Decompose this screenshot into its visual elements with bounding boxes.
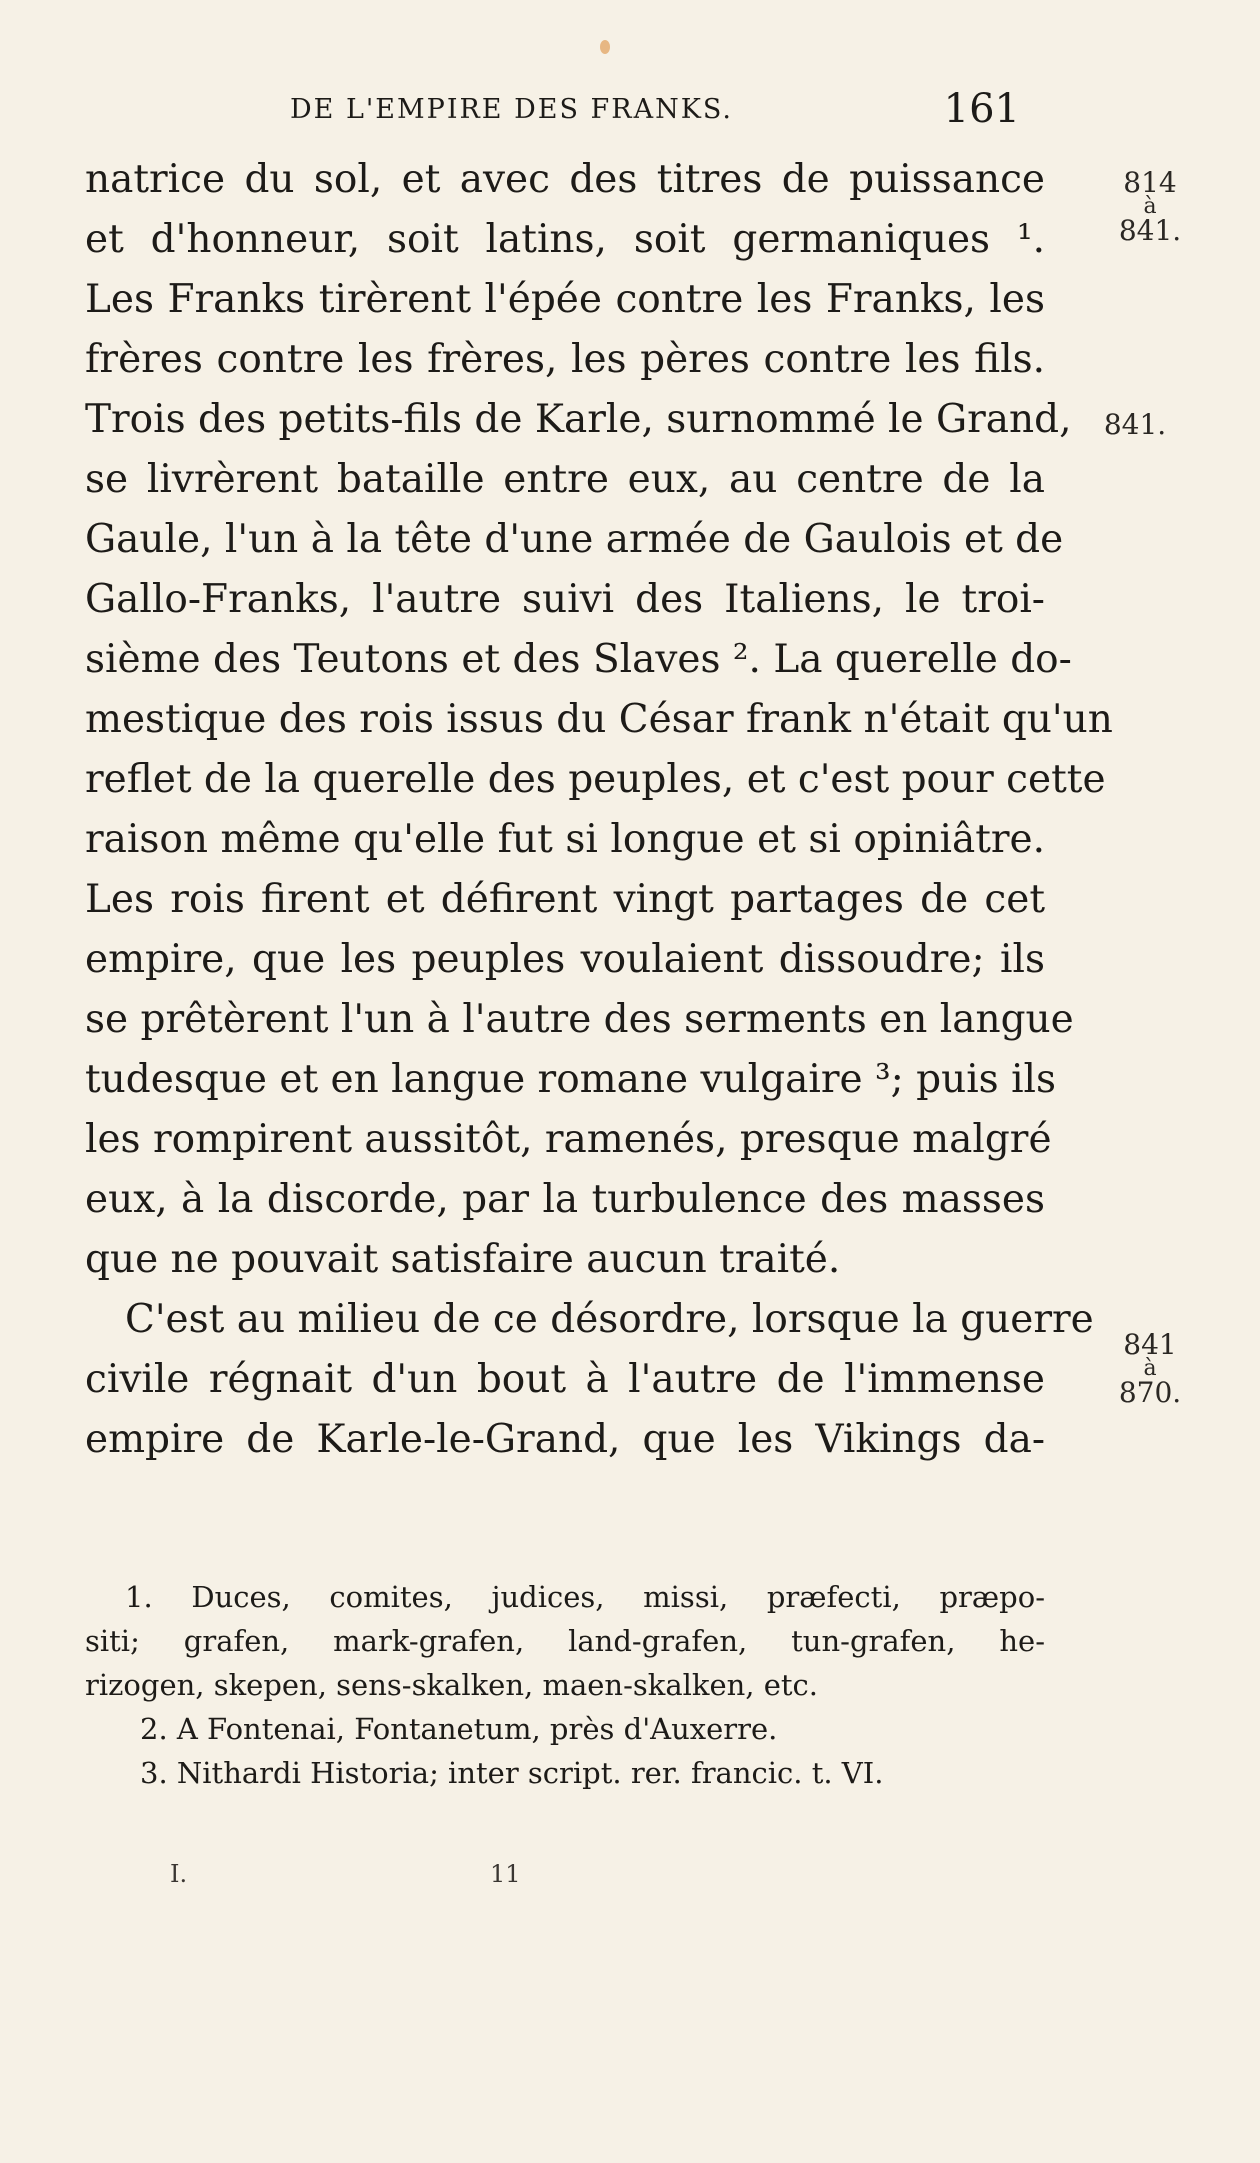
margin-date-start: 841: [1123, 1328, 1177, 1361]
ink-stain: [600, 40, 610, 54]
text-line: frères contre les frères, les pères contre les fils.: [85, 337, 1045, 382]
text-line: Gallo-Franks, l'autre suivi des Italiens, le troi-: [85, 577, 1045, 622]
running-title: DE L'EMPIRE DES FRANKS.: [290, 94, 734, 125]
signature-left: I.: [170, 1860, 188, 1888]
signature-right: 11: [490, 1860, 521, 1888]
text-line: raison même qu'elle fut si longue et si opiniâtre.: [85, 817, 1045, 862]
text-line: mestique des rois issus du César frank n'était qu'un: [85, 697, 1113, 742]
footnotes: [85, 1575, 1045, 1795]
body-text: [85, 150, 1113, 1470]
signature-marks: [85, 1860, 1045, 1900]
page-number: 161: [943, 86, 1020, 132]
text-line: et d'honneur, soit latins, soit germaniques ¹.: [85, 217, 1045, 262]
text-line: Les rois firent et défirent vingt partages de cet: [85, 877, 1045, 922]
margin-date-end: 870.: [1118, 1376, 1182, 1409]
text-line: reflet de la querelle des peuples, et c'est pour cette: [85, 757, 1106, 802]
text-line: C'est au milieu de ce désordre, lorsque la guerre: [125, 1297, 1094, 1342]
text-line: Gaule, l'un à la tête d'une armée de Gaulois et de: [85, 517, 1064, 562]
margin-date-sep: à: [1143, 194, 1157, 219]
margin-date-start: 814: [1123, 166, 1177, 199]
text-line: se prêtèrent l'un à l'autre des serments en langue: [85, 997, 1074, 1042]
text-line: que ne pouvait satisfaire aucun traité.: [85, 1237, 841, 1282]
text-line: Les Franks tirèrent l'épée contre les Franks, les: [85, 277, 1045, 322]
text-line: les rompirent aussitôt, ramenés, presque malgré: [85, 1117, 1052, 1162]
margin-date-end: 841.: [1118, 214, 1182, 247]
text-line: natrice du sol, et avec des titres de puissance: [85, 157, 1045, 202]
margin-date-single: 841.: [1103, 408, 1167, 441]
footnote-line: rizogen, skepen, sens-skalken, maen-skalken, etc.: [85, 1668, 819, 1702]
margin-date-sep: à: [1143, 1356, 1157, 1381]
text-line: sième des Teutons et des Slaves ². La querelle do-: [85, 637, 1072, 682]
margin-date-range: [1105, 168, 1195, 246]
text-line: se livrèrent bataille entre eux, au centre de la: [85, 457, 1045, 502]
margin-date: [1090, 410, 1180, 440]
text-line: empire, que les peuples voulaient dissoudre; ils: [85, 937, 1045, 982]
text-line: empire de Karle-le-Grand, que les Vikings da-: [85, 1417, 1045, 1462]
text-line: civile régnait d'un bout à l'autre de l'immense: [85, 1357, 1045, 1402]
footnote-line: 2. A Fontenai, Fontanetum, près d'Auxerre.: [140, 1712, 778, 1746]
page-header: [190, 86, 1020, 136]
footnote-line: 3. Nithardi Historia; inter script. rer. francic. t. VI.: [140, 1756, 884, 1790]
text-line: Trois des petits-fils de Karle, surnommé le Grand,: [85, 397, 1072, 442]
text-line: tudesque et en langue romane vulgaire ³; puis ils: [85, 1057, 1057, 1102]
text-line: eux, à la discorde, par la turbulence des masses: [85, 1177, 1045, 1222]
footnote-line: 1. Duces, comites, judices, missi, præfecti, præpo-: [125, 1580, 1045, 1614]
footnote-line: siti; grafen, mark-grafen, land-grafen, tun-grafen, he-: [85, 1624, 1045, 1658]
margin-date-range: [1105, 1330, 1195, 1408]
